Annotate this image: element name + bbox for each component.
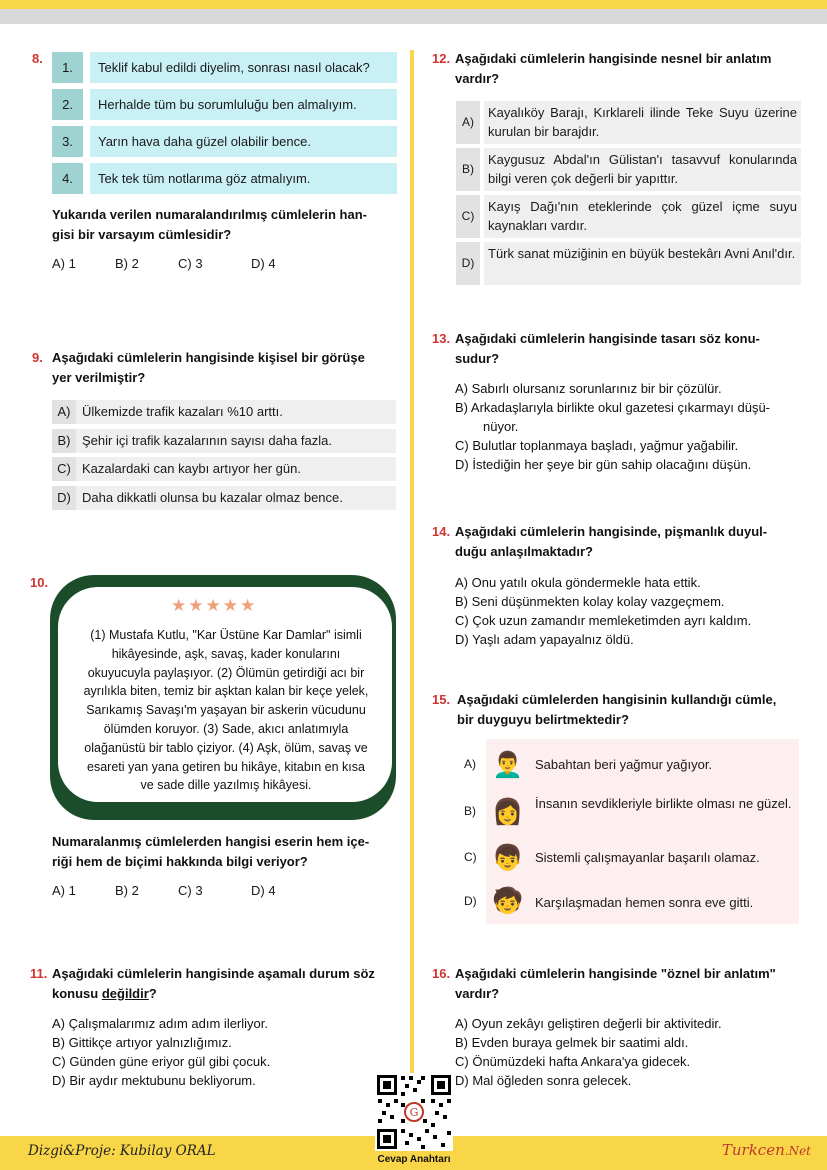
q11-option-b[interactable]: B) Gittikçe artıyor yalnızlığımız. [52,1035,232,1050]
q14-options [455,573,751,649]
question-number-12: 12. [432,51,451,66]
site-logo[interactable] [722,1141,811,1159]
q16-stem [455,964,801,1004]
q13-options [455,379,770,474]
q8-option-b[interactable]: B) 2 [115,256,139,271]
option-letter: A) [456,101,480,144]
q11-stem-text: ? [148,986,157,1001]
question-number-16: 16. [432,966,451,981]
q10-passage [70,626,382,795]
q8-item-1 [52,52,397,83]
q15-option-d-letter[interactable]: D) [464,894,477,908]
q15-option-d-text[interactable]: Karşılaşmadan hemen sonra eve gitti. [535,895,754,910]
man-face-icon: 👨‍🦱 [492,751,524,779]
qr-code-graphic [375,1073,453,1151]
q15-option-b-letter[interactable]: B) [464,804,476,818]
q15-option-a-letter[interactable]: A) [464,757,476,771]
q8-item-text: Teklif kabul edildi diyelim, sonrası nasıl olacak? [90,52,397,83]
option-letter: D) [456,242,480,285]
boy-face-icon: 👦 [492,844,524,872]
option-letter: C) [52,457,76,481]
option-text: Daha dikkatli olunsa bu kazalar olmaz bence. [82,490,343,505]
q10-option-c[interactable]: C) 3 [178,883,203,898]
q15-option-b-text[interactable]: İnsanın sevdikleriyle birlikte olması ne güzel. [535,796,792,811]
q13-option-b-continued[interactable]: nüyor. [483,419,519,434]
q14-stem-line: duğu anlaşılmaktadır? [455,544,593,559]
q8-item-3 [52,126,397,157]
q15-option-c-letter[interactable]: C) [464,850,477,864]
q11-option-a[interactable]: A) Çalışmalarımız adım adım ilerliyor. [52,1016,268,1031]
q8-option-a[interactable]: A) 1 [52,256,76,271]
q8-item-number: 3. [52,126,83,157]
q12-stem [455,49,801,89]
q11-option-d[interactable]: D) Bir aydır mektubunu bekliyorum. [52,1073,256,1088]
q15-stem-line: Aşağıdaki cümlelerden hangisinin kullandığı cümle, [457,692,777,707]
option-text: Kaygusuz Abdal'ın Gülistan'ı tasavvuf konularında bilgi veren çok değerli bir yapıttır. [484,148,801,191]
q9-option-c[interactable] [52,457,396,481]
option-letter: A) [52,400,76,424]
q15-stem [457,690,803,730]
q10-stem-line: riği hem de biçimi hakkında bilgi veriyor? [52,854,308,869]
q11-option-c[interactable]: C) Günden güne eriyor gül gibi çocuk. [52,1054,271,1069]
q11-stem [52,964,398,1004]
q12-option-c[interactable] [456,195,801,238]
question-number-15: 15. [432,692,451,707]
q14-option-d[interactable]: D) Yaşlı adam yapayalnız öldü. [455,632,634,647]
option-text: Kayış Dağı'nın eteklerinde çok güzel içme suyu kaynakları vardır. [484,195,801,238]
option-letter: D) [52,486,76,510]
q11-stem-line [52,984,398,1004]
q8-item-text: Yarın hava daha güzel olabilir bence. [90,126,397,157]
passage-line: okuyucuyla paylaşıyor. (2) Ölümün getirdiği acı bir [87,665,365,680]
q12-option-b[interactable] [456,148,801,191]
option-letter: B) [456,148,480,191]
q12-stem-line: Aşağıdaki cümlelerin hangisinde nesnel bir anlatım [455,51,772,66]
q14-stem-line: Aşağıdaki cümlelerin hangisinde, pişmanlık duyul- [455,524,768,539]
q10-stem [52,832,398,872]
q8-item-number: 1. [52,52,83,83]
option-text: Kazalardaki can kaybı artıyor her gün. [82,461,301,476]
q11-stem-text: konusu [52,986,102,1001]
logo-suffix: .Net [784,1144,811,1158]
question-number-8: 8. [32,51,43,66]
q8-item-text: Tek tek tüm notlarıma göz atmalıyım. [90,163,397,194]
q8-stem-line: gisi bir varsayım cümlesidir? [52,227,232,242]
passage-line: esareti yan yana getiren bu hikâye, kitabın en kısa [87,759,365,774]
q13-option-a[interactable]: A) Sabırlı olursanız sorunlarınız bir bir çözülür. [455,381,722,396]
option-text: Türk sanat müziğinin en büyük bestekârı Avni Anıl'dır. [484,242,801,285]
footer-credit: Dizgi&Proje: Kubilay ORAL [28,1143,216,1159]
q16-options [455,1014,722,1090]
q15-stem-line: bir duyguyu belirtmektedir? [457,712,629,727]
option-text: Kayalıköy Barajı, Kırklareli ilinde Teke Suyu üzerine kurulan bir barajdır. [484,101,801,144]
q13-stem-line: Aşağıdaki cümlelerin hangisinde tasarı söz konu- [455,331,760,346]
q13-stem [455,329,801,369]
passage-line: (1) Mustafa Kutlu, "Kar Üstüne Kar Damlar" isimli [90,628,362,642]
q16-option-a[interactable]: A) Oyun zekâyı geliştiren değerli bir aktivitedir. [455,1016,722,1031]
question-number-10: 10. [30,575,49,590]
logo-text: Turkcen [721,1141,785,1159]
option-letter: C) [456,195,480,238]
star-rating-icon: ★★★★★ [171,596,258,615]
q13-option-d[interactable]: D) İstediğin her şeye bir gün sahip olacağını düşün. [455,457,752,472]
q8-item-4 [52,163,397,194]
q13-option-b[interactable]: B) Arkadaşlarıyla birlikte okul gazetesi çıkarmayı düşü- [455,400,771,415]
q8-stem [52,205,398,245]
passage-line: ölümden koruyor. (3) Sade, akıcı anlatımıyla [103,721,349,736]
q11-options [52,1014,270,1090]
child-face-icon: 🧒 [492,887,524,915]
q9-option-a[interactable] [52,400,396,424]
option-letter: B) [52,429,76,453]
q16-stem-line: vardır? [455,986,500,1001]
q9-stem-line: Aşağıdaki cümlelerin hangisinde kişisel bir görüşe [52,350,365,365]
q10-options [52,883,276,898]
q9-stem [52,348,398,388]
q14-stem [455,522,801,562]
q12-stem-line: vardır? [455,71,500,86]
q11-stem-line: Aşağıdaki cümlelerin hangisinde aşamalı durum söz [52,966,375,981]
q9-stem-line: yer verilmiştir? [52,370,146,385]
q16-option-b[interactable]: B) Evden buraya gelmek bir saatimi aldı. [455,1035,689,1050]
q15-option-c-text[interactable]: Sistemli çalışmayanlar başarılı olamaz. [535,850,760,865]
q14-option-a[interactable]: A) Onu yatılı okula göndermekle hata ettik. [455,575,701,590]
q8-option-c[interactable]: C) 3 [178,256,203,271]
q16-stem-line: Aşağıdaki cümlelerin hangisinde "öznel bir anlatım" [455,966,776,981]
question-number-11: 11. [30,966,48,981]
passage-line: olağanüstü bir tablo çiziyor. (4) Aşk, ölüm, savaş ve [84,740,368,755]
q8-options [52,256,276,271]
passage-line: ayrılıkla biten, temiz bir aşktan kalan bir keçe yelek, [83,684,369,699]
svg-text:G: G [409,1106,419,1119]
q8-stem-line: Yukarıda verilen numaralandırılmış cümlelerin han- [52,207,368,222]
q13-stem-line: sudur? [455,351,500,366]
column-divider [410,50,414,1135]
q11-stem-underlined: değildir [101,986,149,1001]
question-number-13: 13. [432,331,451,346]
q14-option-c[interactable]: C) Çok uzun zamandır memleketimden ayrı kaldım. [455,613,752,628]
top-bar [0,0,827,24]
q10-option-a[interactable]: A) 1 [52,883,76,898]
question-number-14: 14. [432,524,451,539]
q8-item-number: 4. [52,163,83,194]
q10-option-d[interactable]: D) 4 [251,883,276,898]
q9-option-d[interactable] [52,486,396,510]
q14-option-b[interactable]: B) Seni düşünmekten kolay kolay vazgeçmem. [455,594,725,609]
q12-option-a[interactable] [456,101,801,144]
q16-option-d[interactable]: D) Mal öğleden sonra gelecek. [455,1073,632,1088]
option-text: Şehir içi trafik kazalarının sayısı daha fazla. [82,433,333,448]
q8-item-number: 2. [52,89,83,120]
q10-stem-line: Numaralanmış cümlelerden hangisi eserin hem içe- [52,834,370,849]
q8-item-text: Herhalde tüm bu sorumluluğu ben almalıyım. [90,89,397,120]
q13-option-c[interactable]: C) Bulutlar toplanmaya başladı, yağmur yağabilir. [455,438,739,453]
qr-label: Cevap Anahtarı [377,1154,451,1165]
option-text: Ülkemizde trafik kazaları %10 arttı. [82,404,283,419]
qr-code-icon[interactable] [375,1073,453,1151]
q10-option-b[interactable]: B) 2 [115,883,139,898]
q12-option-d[interactable] [456,242,801,285]
passage-line: hikâyesinde, aşk, savaş, kader konularını [111,646,341,661]
woman-face-icon: 👩 [492,798,524,826]
passage-line: Sarıkamış Savaşı'm yaşayan bir askerin vücudunu [86,703,366,718]
q15-option-a-text[interactable]: Sabahtan beri yağmur yağıyor. [535,757,713,772]
q16-option-c[interactable]: C) Önümüzdeki hafta Ankara'ya gidecek. [455,1054,691,1069]
passage-line: ve sade dille yazılmış hikâyesi. [140,778,312,793]
question-number-9: 9. [32,350,43,365]
q8-option-d[interactable]: D) 4 [251,256,276,271]
q8-item-2 [52,89,397,120]
q9-option-b[interactable] [52,429,396,453]
